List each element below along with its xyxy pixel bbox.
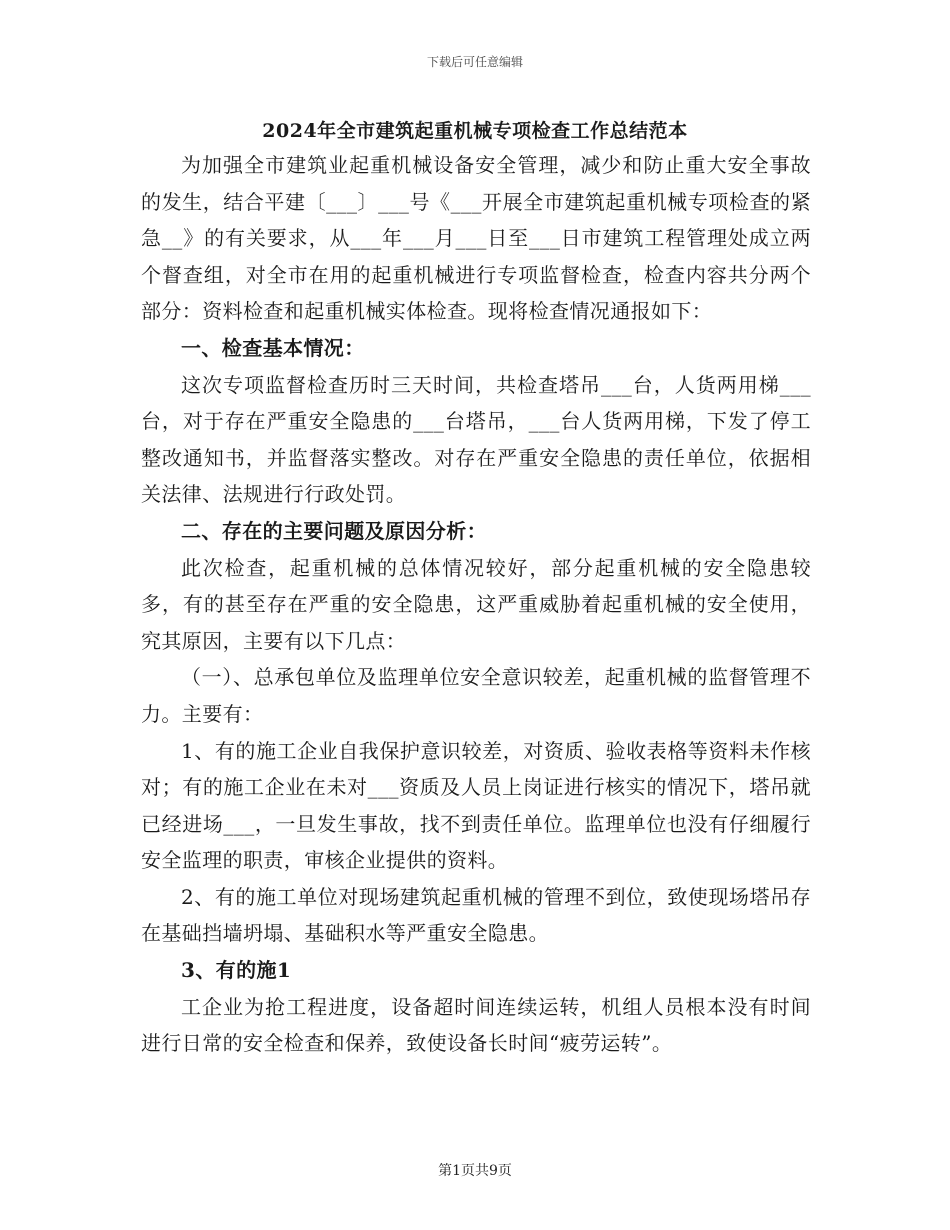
header-note: 下载后可任意编辑 xyxy=(426,55,523,69)
section-heading-2: 二、存在的主要问题及原因分析： xyxy=(181,518,487,543)
document-title: 2024年全市建筑起重机械专项检查工作总结范本 xyxy=(262,120,688,142)
paragraph-point-2: 2、有的施工单位对现场建筑起重机械的管理不到位，致使现场塔吊存在基础挡墙坍塌、基础积水等严重安全隐患。 xyxy=(141,884,811,946)
page-footer: 第1页共9页 xyxy=(438,1163,512,1179)
paragraph-point-1: 1、有的施工企业自我保护意识较差，对资质、验收表格等资料未作核对；有的施工企业在未对___资质及人员上岗证进行核实的情况下，塔吊就已经进场___，一旦发生事故，找不到责任单位。监理单位也没有仔细履行安全监理的职责，审核企业提供的资料。 xyxy=(141,738,811,873)
paragraph-intro: 为加强全市建筑业起重机械设备安全管理，减少和防止重大安全事故的发生，结合平建〔___〕___号《___开展全市建筑起重机械专项检查的紧急__》的有关要求，从___年___月___日至___日市建筑工程管理处成立两个督查组，对全市在用的起重机械进行专项监督检查，检查内容共分两个部分：资料检查和起重机械实体检查。现将检查情况通报如下： xyxy=(141,153,811,324)
paragraph-subsection-1: （一）、总承包单位及监理单位安全意识较差，起重机械的监督管理不力。主要有： xyxy=(141,665,811,726)
paragraph-point-3-heading: 3、有的施1 xyxy=(181,958,292,983)
section-heading-1: 一、检查基本情况： xyxy=(181,335,365,360)
paragraph-point-3: 工企业为抢工程进度，设备超时间连续运转，机组人员根本没有时间进行日常的安全检查和保养，致使设备长时间“疲劳运转”。 xyxy=(141,994,811,1056)
paragraph-basic-situation: 这次专项监督检查历时三天时间，共检查塔吊___台，人货两用梯___台，对于存在严重安全隐患的___台塔吊，___台人货两用梯，下发了停工整改通知书，并监督落实整改。对存在严重安全隐患的责任单位，依据相关法律、法规进行行政处罚。 xyxy=(141,372,811,507)
paragraph-analysis: 此次检查，起重机械的总体情况较好，部分起重机械的安全隐患较多，有的甚至存在严重的安全隐患，这严重威胁着起重机械的安全使用，究其原因，主要有以下几点： xyxy=(141,555,811,653)
document-body xyxy=(141,147,811,1062)
